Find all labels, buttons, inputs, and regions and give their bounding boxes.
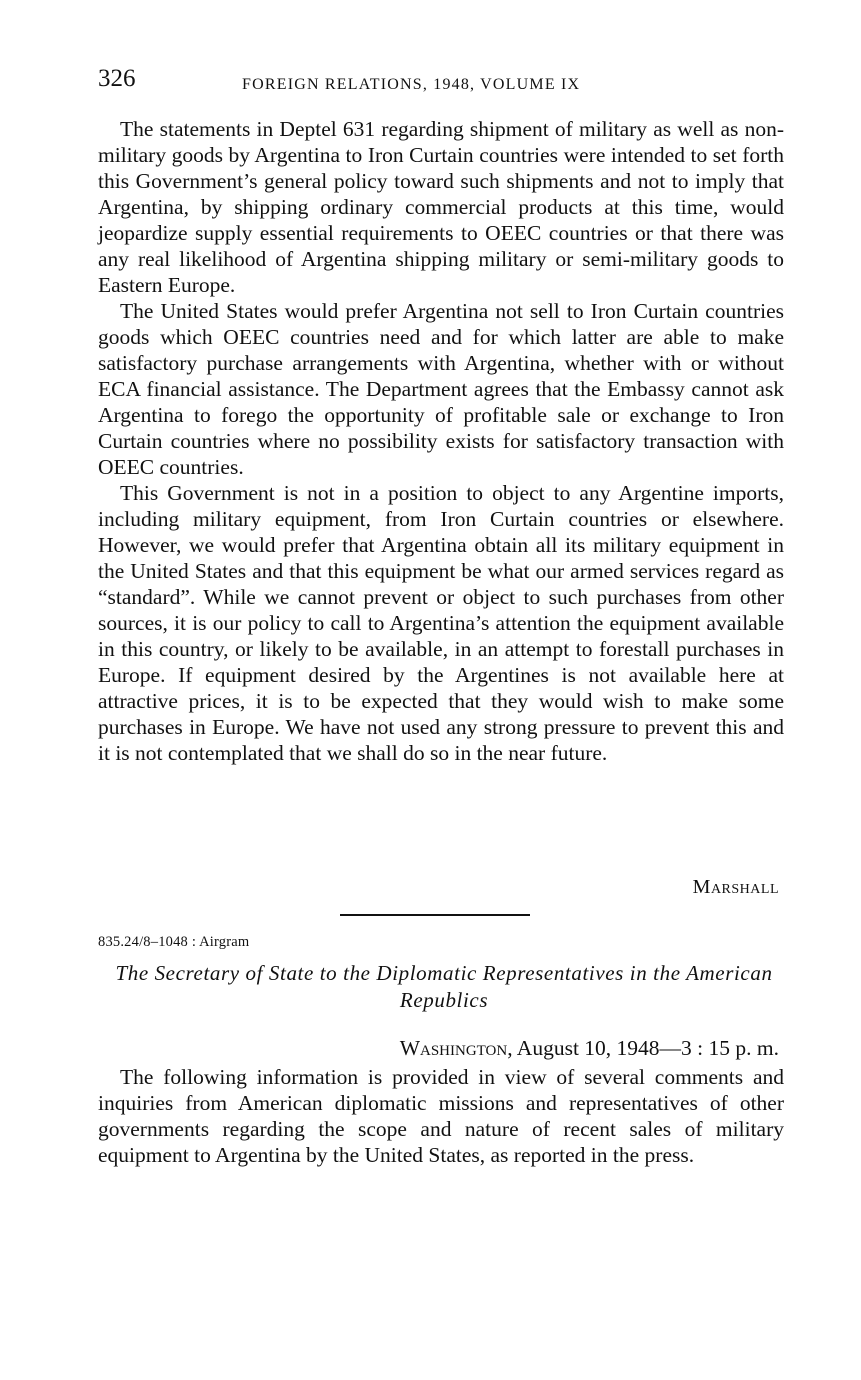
page-number: 326 [98,65,136,92]
body-text-top [98,116,784,766]
running-head: FOREIGN RELATIONS, 1948, VOLUME IX [242,76,581,93]
paragraph: The statements in Deptel 631 regarding shipment of military as well as non-military goods by Argentina to Iron Curtain countries were intended to set forth this Government’s general policy toward such shipments and not to imply that Argentina, by shipping ordinary commercial products at this time, would jeopardize supply essential requirements to OEEC countries or that there was any real likelihood of Argentina shipping military or semi-military goods to Eastern Europe. [98,117,784,297]
body-text-bottom [98,1064,784,1168]
paragraph: This Government is not in a position to object to any Argentine imports, including military equipment, from Iron Curtain countries or elsewhere. However, we would prefer that Argentina obtain all its military equipment in the United States and that this equipment be what our armed services regard as “standard”. While we cannot prevent or object to such purchases from other sources, it is our policy to call to Argentina’s attention the equipment available in this country, or likely to be available, in an attempt to forestall purchases in Europe. If equipment desired by the Argentines is not available here at attractive prices, it is to be expected that they would wish to make some purchases in Europe. We have not used any strong pressure to prevent this and it is not contemplated that we shall do so in the near future. [98,481,784,765]
paragraph: The following information is provided in view of several comments and inquiries from American diplomatic missions and representatives of other governments regarding the scope and nature of recent sales of military equipment to Argentina by the United States, as reported in the press. [98,1065,784,1167]
dateline-place: Washington [399,1036,508,1060]
dateline-date: , August 10, 1948—3 : 15 p. m. [507,1036,779,1060]
document-title: The Secretary of State to the Diplomatic Representatives in the American Republics [115,961,773,1012]
file-reference: 835.24/8–1048 : Airgram [98,934,250,950]
section-divider [340,914,530,916]
dateline [400,1035,779,1061]
signature: Marshall [692,876,779,898]
paragraph: The United States would prefer Argentina not sell to Iron Curtain countries goods which OEEC countries need and for which latter are able to make satisfactory purchase arrangements with Argentina, whether with or without ECA financial assistance. The Department agrees that the Embassy cannot ask Argentina to forego the opportunity of profitable sale or exchange to Iron Curtain countries where no possibility exists for satisfactory transaction with OEEC countries. [98,299,784,479]
